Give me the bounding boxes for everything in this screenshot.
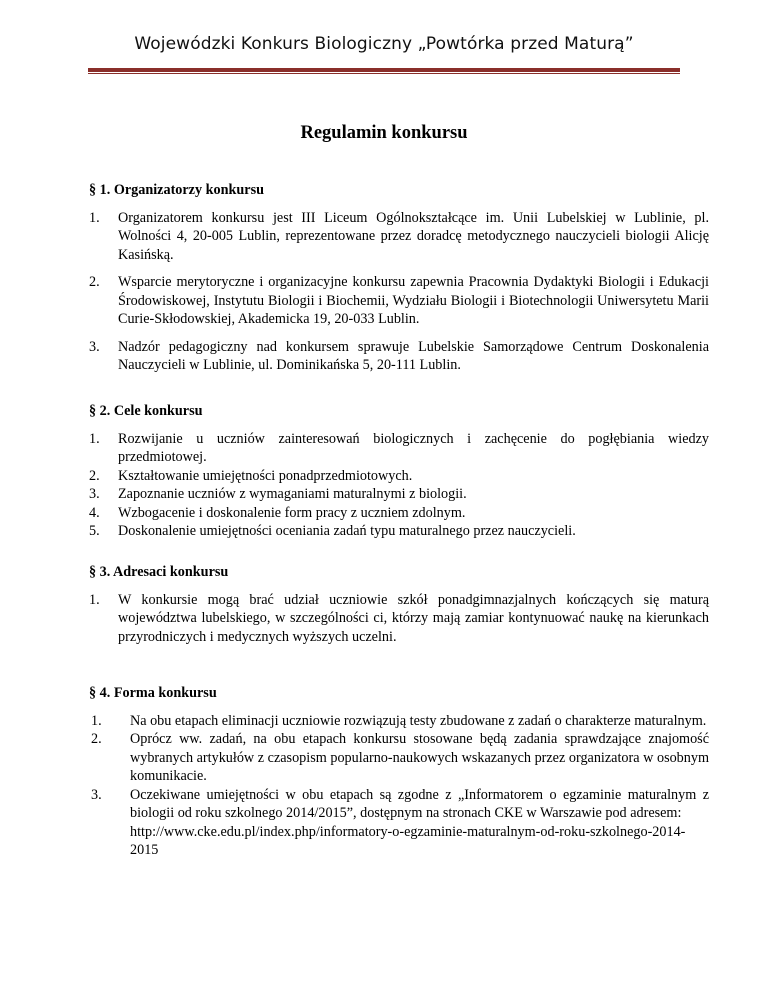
item-text: W konkursie mogą brać udział uczniowie szkół ponadgimnazjalnych kończących się maturą województwa lubelskiego, w szczególności ci, którzy mają zamiar kontynuować naukę na kierunkach przyrodniczych i medycznych wyższych uczelni. (118, 591, 709, 645)
item-text: Oczekiwane umiejętności w obu etapach są zgodne z „Informatorem o egzaminie maturalnym z biologii od roku szkolnego 2014/2015”, dostępnym na stronach CKE w Warszawie pod adresem: (130, 786, 709, 821)
document-title: Regulamin konkursu (300, 123, 468, 143)
section-heading: § 3. Adresaci konkursu (89, 564, 229, 580)
item-number: 1. (89, 209, 100, 226)
item-number: 2. (91, 731, 102, 747)
item-text: Oprócz ww. zadań, na obu etapach konkursu stosowane będą zadania sprawdzające znajomość wybranych artykułów z czasopism popularno-naukowych wskazanych przez organizatora w osobnym komunikacie. (130, 731, 709, 784)
item-text: Na obu etapach eliminacji uczniowie rozwiązują testy zbudowane z zadań o charakterze maturalnym. (130, 712, 707, 729)
list-item (89, 485, 709, 504)
item-number: 2. (89, 467, 100, 484)
list-item (89, 730, 709, 786)
section-form (89, 684, 709, 860)
item-text: Nadzór pedagogiczny nad konkursem sprawuje Lubelskie Samorządowe Centrum Doskonalenia Nauczycieli w Lublinie, ul. Dominikańska 5, 20-111 Lublin. (118, 338, 709, 373)
item-text: Wsparcie merytoryczne i organizacyjne konkursu zapewnia Pracownia Dydaktyki Biologii i Edukacji Środowiskowej, Instytutu Biologii i Biochemii, Wydziału Biologii i Biotechnologii Uniwersytetu Marii Curie-Skłodowskiej, Akademicka 19, 20-033 Lublin. (118, 274, 709, 327)
section-heading: § 4. Forma konkursu (89, 685, 217, 701)
item-text: Kształtowanie umiejętności ponadprzedmiotowych. (118, 467, 413, 484)
item-text: Rozwijanie u uczniów zainteresowań biologicznych i zachęcenie do pogłębiania wiedzy przedmiotowej. (118, 430, 709, 465)
item-number: 1. (91, 712, 102, 729)
item-number: 4. (89, 504, 100, 521)
list-item (89, 591, 709, 647)
page-header: Wojewódzki Konkurs Biologiczny „Powtórka przed Maturą” (134, 34, 634, 54)
section-heading: § 2. Cele konkursu (89, 403, 203, 419)
list-item (89, 504, 709, 523)
item-text: Doskonalenie umiejętności oceniania zadań typu maturalnego przez nauczycieli. (118, 523, 576, 539)
item-number: 3. (89, 486, 100, 502)
item-number: 3. (89, 338, 100, 355)
list-item (89, 712, 709, 731)
section-goals (89, 402, 709, 541)
item-number: 1. (89, 430, 100, 447)
item-number: 2. (89, 274, 100, 290)
section-audience (89, 563, 709, 646)
item-text: Wzbogacenie i doskonalenie form pracy z uczniem zdolnym. (118, 504, 466, 521)
cke-informator-link[interactable]: http://www.cke.edu.pl/index.php/informatory-o-egzaminie-maturalnym-od-roku-szkolnego-2014-2015 (130, 823, 686, 858)
list-item (89, 467, 709, 486)
header-rule (88, 68, 680, 72)
item-text: Zapoznanie uczniów z wymaganiami maturalnymi z biologii. (118, 486, 467, 502)
item-number: 1. (89, 591, 100, 608)
list-item (89, 786, 709, 860)
list-item (89, 522, 709, 541)
list-item (89, 273, 709, 329)
list-item (89, 338, 709, 375)
item-number: 5. (89, 523, 100, 539)
list-item (89, 209, 709, 265)
list-item (89, 430, 709, 467)
item-text: Organizatorem konkursu jest III Liceum Ogólnokształcące im. Unii Lubelskiej w Lublinie, pl. Wolności 4, 20-005 Lublin, reprezentowane przez doradcę metodycznego nauczycieli biologii Alicję Kasińską. (118, 209, 709, 263)
section-heading: § 1. Organizatorzy konkursu (89, 182, 264, 198)
header-rule-thin (88, 73, 680, 74)
section-organizers (89, 181, 709, 375)
item-number: 3. (91, 786, 102, 803)
